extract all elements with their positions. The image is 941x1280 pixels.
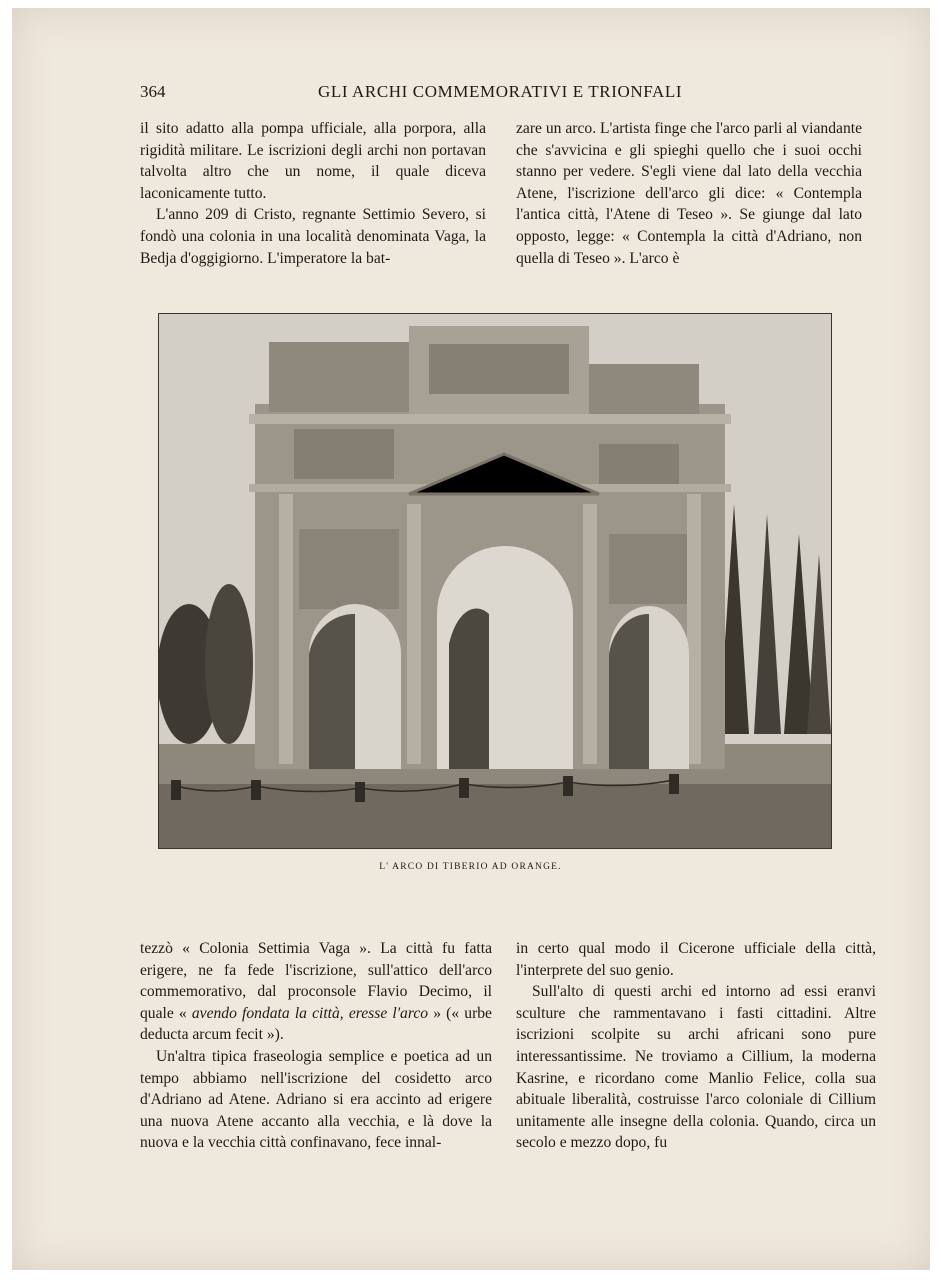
arch-illustration: [159, 314, 831, 848]
paragraph: Sull'alto di questi archi ed intorno ad essi eranvi sculture che rammentavano i fasti cittadini. Altre iscrizioni scolpite su archi africani sono pure interessantissime. Ne troviamo a Cillium, la moderna Kasrine, e ricordano come Manlio Felice, colla sua abituale liberalità, costruisse l'arco coloniale di Cillium unitamente alle insegne della colonia. Quando, circa un secolo e mezzo dopo, fu: [516, 983, 876, 1152]
paragraph: L'anno 209 di Cristo, regnante Settimio Severo, si fondò una colonia in una località denominata Vaga, la Bedja d'oggigiorno. L'imperatore la bat-: [140, 206, 486, 267]
arch-photograph: [158, 313, 832, 849]
paragraph-text: tezzò « Colonia Settimia Vaga ». La città fu fatta erigere, ne fa fede l'iscrizione, sull'attico dell'arco commemorativo, dal proconsole Flavio Decimo, il quale «: [140, 940, 492, 1022]
paragraph: Un'altra tipica fraseologia semplice e poetica ad un tempo abbiamo nell'iscrizione del cosidetto arco d'Adriano ad Atene. Adriano si era accinto ad erigere una nuova Atene accanto alla vecchia, e là dove la nuova e la vecchia città confinavano, fece innal-: [140, 1047, 492, 1152]
top-left-column: [140, 118, 486, 269]
running-head: [0, 82, 941, 106]
paragraph: zare un arco. L'artista finge che l'arco parli al viandante che s'avvicina e gli spieghi quello che i suoi occhi stanno per vedere. S'egli viene dal lato della vecchia Atene, l'iscrizione dell'arco gli dice: « Contempla l'antica città, l'Atene di Teseo ». Se giunge dal lato opposto, legge: « Contempla la città d'Adriano, non quella di Teseo ». L'arco è: [516, 120, 862, 267]
figure-caption: L' ARCO DI TIBERIO AD ORANGE.: [379, 862, 562, 872]
page-number: 364: [140, 82, 166, 101]
bottom-left-column: [140, 938, 492, 1154]
paragraph: in certo qual modo il Cicerone ufficiale della città, l'interprete del suo genio.: [516, 940, 876, 979]
top-right-column: [516, 118, 862, 269]
paragraph: [140, 938, 492, 1046]
italic-phrase: avendo fondata la città, eresse l'arco: [191, 1004, 429, 1022]
running-title: GLI ARCHI COMMEMORATIVI E TRIONFALI: [318, 82, 683, 101]
paragraph-text: » (« urbe deducta arcum fecit »).: [140, 1004, 492, 1044]
bottom-right-column: [516, 938, 876, 1154]
paragraph: il sito adatto alla pompa ufficiale, alla porpora, alla rigidità militare. Le iscrizioni degli archi non portavan talvolta altro che un nome, il quale diceva laconicamente tutto.: [140, 120, 486, 202]
